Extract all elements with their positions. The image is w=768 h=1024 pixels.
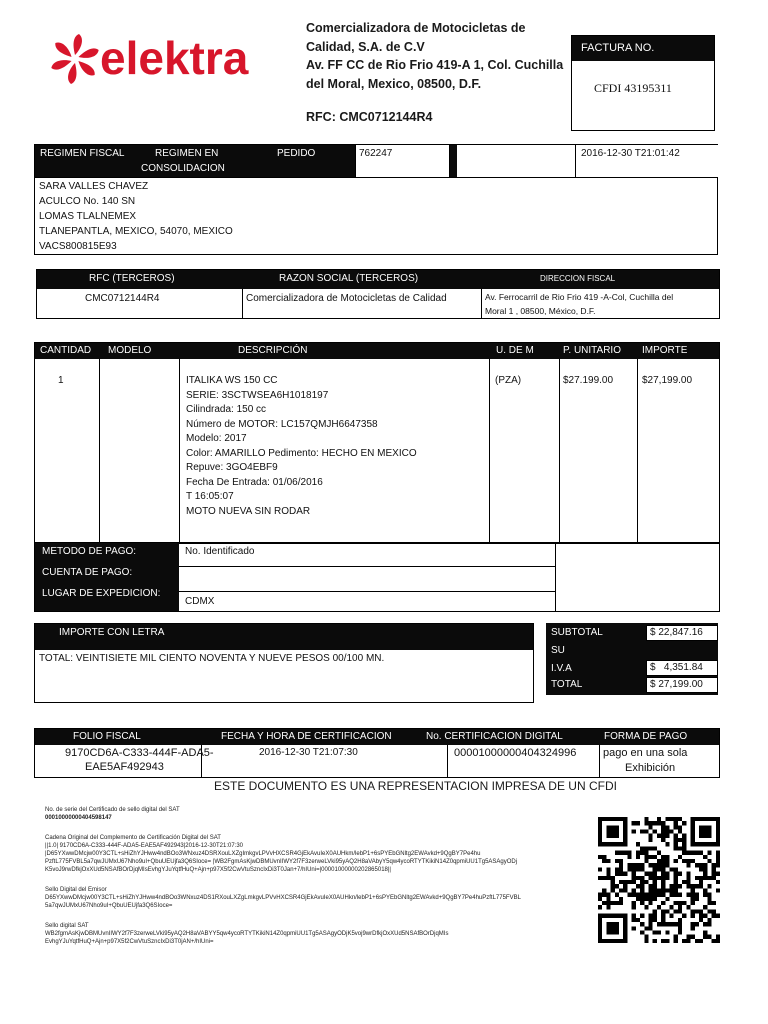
item-cantidad: 1 xyxy=(58,375,64,386)
forma-pago-line2: Exhibición xyxy=(625,762,676,774)
qr-code xyxy=(598,816,720,944)
item-desc-line: SERIE: 3SCTWSEA6H1018197 xyxy=(186,389,329,401)
cuenta-pago-label: CUENTA DE PAGO: xyxy=(42,567,133,578)
regimen-fiscal-label: REGIMEN FISCAL xyxy=(40,148,125,159)
sello-emisor-line: 5a7qwJUMxU67Nho9uI+QbuUEUjfa3Q6SIoce= xyxy=(45,903,173,909)
col-unidad-header: U. DE M xyxy=(496,345,534,356)
su-label: SU xyxy=(551,645,565,656)
cert-no-label: No. CERTIFICACION DIGITAL xyxy=(426,731,563,742)
col-importe-header: IMPORTE xyxy=(642,345,688,356)
lugar-expedicion-value: CDMX xyxy=(185,596,215,607)
importe-letra-value: TOTAL: VEINTISIETE MIL CIENTO NOVENTA Y NUEVE PESOS 00/100 MN. xyxy=(39,653,385,664)
cert-date-label: FECHA Y HORA DE CERTIFICACION xyxy=(221,731,392,742)
customer-rfc: VACS800815E93 xyxy=(39,241,117,252)
col-modelo-header: MODELO xyxy=(108,345,152,356)
item-importe: $27,199.00 xyxy=(642,375,693,386)
customer-box xyxy=(34,177,718,255)
company-address-line2: del Moral, Mexico, 08500, D.F. xyxy=(306,76,482,91)
importe-letra-box xyxy=(34,623,534,703)
sat-stamps xyxy=(45,806,575,946)
fecha-emision-label: FECHA DE EMISIÓN xyxy=(457,148,553,159)
folio-fiscal-line1: 9170CD6A-C333-444F-ADA5- xyxy=(65,747,214,759)
invoice-number-label: FACTURA NO. xyxy=(572,36,714,61)
company-info xyxy=(306,19,576,93)
item-desc-line: Repuve: 3GO4EBF9 xyxy=(186,462,278,473)
lugar-expedicion-label: LUGAR DE EXPEDICION: xyxy=(42,588,161,599)
totals-table xyxy=(546,623,718,695)
rfc-terceros-label: RFC (TERCEROS) xyxy=(89,273,175,284)
sat-cadena-label: Cadena Original del Complemento de Certificación Digital del SAT xyxy=(45,835,221,841)
pedido-label: PEDIDO xyxy=(277,148,316,159)
sat-serie-value: 00010000000404598147 xyxy=(45,815,112,821)
folio-fiscal-line2: EAE5AF492943 xyxy=(85,761,164,773)
folio-fiscal-label: FOLIO FISCAL xyxy=(73,731,141,742)
qr-code-icon xyxy=(598,816,720,944)
logo-wordmark: elektra xyxy=(100,32,249,84)
metodo-pago-value: No. Identificado xyxy=(185,546,255,557)
sello-sat-line: WB2fgmAsKjwDBMUvnIIWY2f7F3zerweLVki95yAQ2H8aVABYY5qw4ycoRTYTKikiN14Z0qpmiUU1Tg5ASAgyODjK5voj9wrDfkjOxXUd5NSAfBOrDjqMIs xyxy=(45,931,449,937)
elektra-logo xyxy=(48,30,280,88)
razon-social-label: RAZON SOCIAL (TERCEROS) xyxy=(279,273,419,284)
cert-date-value: 2016-12-30 T21:07:30 xyxy=(259,747,358,758)
invoice-number-box xyxy=(571,35,715,131)
items-table xyxy=(34,342,720,544)
item-desc-line: Número de MOTOR: LC157QMJH6647358 xyxy=(186,418,378,430)
direccion-fiscal-line2: Moral 1 , 08500, México, D.F. xyxy=(485,306,596,316)
item-desc-line: Color: AMARILLO Pedimento: HECHO EN MEXICO xyxy=(186,447,417,459)
cert-no-value: 00001000000404324996 xyxy=(454,747,577,759)
sat-cadena-line: ||1.0| 9170CD6A-C333-444F-ADA5-EAE5AF492943|2016-12-30T21:07:30 xyxy=(45,843,244,849)
item-desc-line: MOTO NUEVA SIN RODAR xyxy=(186,505,311,517)
forma-pago-line1: pago en una sola xyxy=(603,747,688,759)
total-label: TOTAL xyxy=(551,679,583,690)
col-unitario-header: P. UNITARIO xyxy=(563,345,621,356)
pedido-value: 762247 xyxy=(359,148,393,159)
rfc-terceros-value: CMC0712144R4 xyxy=(85,293,160,304)
metodo-pago-label: METODO DE PAGO: xyxy=(42,546,137,557)
sat-cadena-line: PzftL775FVBL5a7qwJUMxU67Nho9uI+QbuUEUjfa3Q6SIoce= |WB2FgmAsKjwDBMUvnIIWY2f7F3zerweLVki95yAQ2H8aVAbyY5qw4ycoRTYTKikiN14Z0qpmiUU1Tg5ASAgyODj xyxy=(45,859,518,865)
iva-value: $ 4,351.84 xyxy=(650,662,703,673)
company-address-line1: Av. FF CC de Rio Frio 419-A 1, Col. Cuchilla xyxy=(306,58,564,72)
fiscal-table xyxy=(34,728,720,778)
sat-cadena-line: |D65YXwwDMcjw00Y3CTL+sHiZhYJHww4ndBOo3WNxuz4DSRXouLXZgImkgvLPVvHXCSR4GjEkAvuIeX0AUHkm/lebP1+6sPYEbGNltg2EWAvkd+9QgBY7Pe4hu xyxy=(45,851,481,857)
payment-table xyxy=(34,542,720,612)
forma-pago-label: FORMA DE PAGO xyxy=(604,731,688,742)
sello-emisor-label: Sello Digital del Emisor xyxy=(45,887,107,893)
sello-sat-label: Sello digital SAT xyxy=(45,923,89,929)
header-row-table xyxy=(34,144,718,178)
customer-city: TLANEPANTLA, MEXICO, 54070, MEXICO xyxy=(39,226,233,237)
customer-name: SARA VALLES CHAVEZ xyxy=(39,181,149,192)
invoice-number-value: CFDI 43195311 xyxy=(594,81,672,95)
terceros-table xyxy=(36,269,720,319)
elektra-flower-icon xyxy=(48,32,102,86)
iva-label: I.V.A xyxy=(551,663,572,674)
representation-notice: ESTE DOCUMENTO ES UNA REPRESENTACION IMPRESA DE UN CFDI xyxy=(214,779,617,793)
total-value: $ 27,199.00 xyxy=(650,679,703,690)
sello-sat-line: EvhgYJuYqtfHuQ+Ajn+p97X5f2CwVtuSzncIxDi3T0jAN+/hIUni= xyxy=(45,939,214,945)
item-desc-line: T 16:05:07 xyxy=(186,491,234,502)
sat-serie-label: No. de serie del Certificado de sello digital del SAT xyxy=(45,807,180,813)
subtotal-value: $ 22,847.16 xyxy=(650,627,703,638)
item-unitario: $27.199.00 xyxy=(563,375,614,386)
regimen-consolidacion-label-2: CONSOLIDACION xyxy=(141,163,225,174)
company-name-line1: Comercializadora de Motocicletas de xyxy=(306,21,526,35)
sat-cadena-line: K5voJ9rwDfkjOxXUd5NSAfBOrDjqMIsEvhgYJuYqtfHuQ+Ajn+p97X5f2CwVtuSzncIxDi3T0Jan+7/hIUni=|00001000000202865018|| xyxy=(45,867,391,873)
item-desc-line: Cilindrada: 150 cc xyxy=(186,404,267,415)
company-rfc: RFC: CMC0712144R4 xyxy=(306,110,433,124)
company-name-line2: Calidad, S.A. de C.V xyxy=(306,39,425,54)
item-description xyxy=(186,374,486,519)
item-desc-line: Fecha De Entrada: 01/06/2016 xyxy=(186,476,323,488)
item-unidad: (PZA) xyxy=(495,375,522,386)
direccion-fiscal-label: DIRECCION FISCAL xyxy=(540,274,616,283)
item-desc-line: Modelo: 2017 xyxy=(186,433,247,444)
customer-colony: LOMAS TLALNEMEX xyxy=(39,211,137,222)
col-cantidad-header: CANTIDAD xyxy=(40,345,92,356)
sello-emisor-line: D65YXwwDMcjw00Y3CTL+sHiZhYJHww4ndBOo3WNxuz4DS1RXouLXZgLmkgvLPVvHXCSR4GjEkAvuIeX0AUHkn/lebP1+6sPYEbGNltg2EWAvkd+9QgBY7Pe4huPzftL775FVBL xyxy=(45,895,521,901)
col-descripcion-header: DESCRIPCIÓN xyxy=(238,345,308,356)
item-desc-line: ITALIKA WS 150 CC xyxy=(186,375,278,386)
customer-street: ACULCO No. 140 SN xyxy=(39,196,136,207)
importe-letra-label: IMPORTE CON LETRA xyxy=(35,624,533,650)
subtotal-label: SUBTOTAL xyxy=(551,627,603,638)
direccion-fiscal-line1: Av. Ferrocarril de Rio Frio 419 -A-Col, Cuchilla del xyxy=(485,292,674,302)
razon-social-value: Comercializadora de Motocicletas de Calidad xyxy=(246,293,447,304)
regimen-consolidacion-label-1: REGIMEN EN xyxy=(155,148,219,159)
fecha-emision-value: 2016-12-30 T21:01:42 xyxy=(581,148,680,159)
